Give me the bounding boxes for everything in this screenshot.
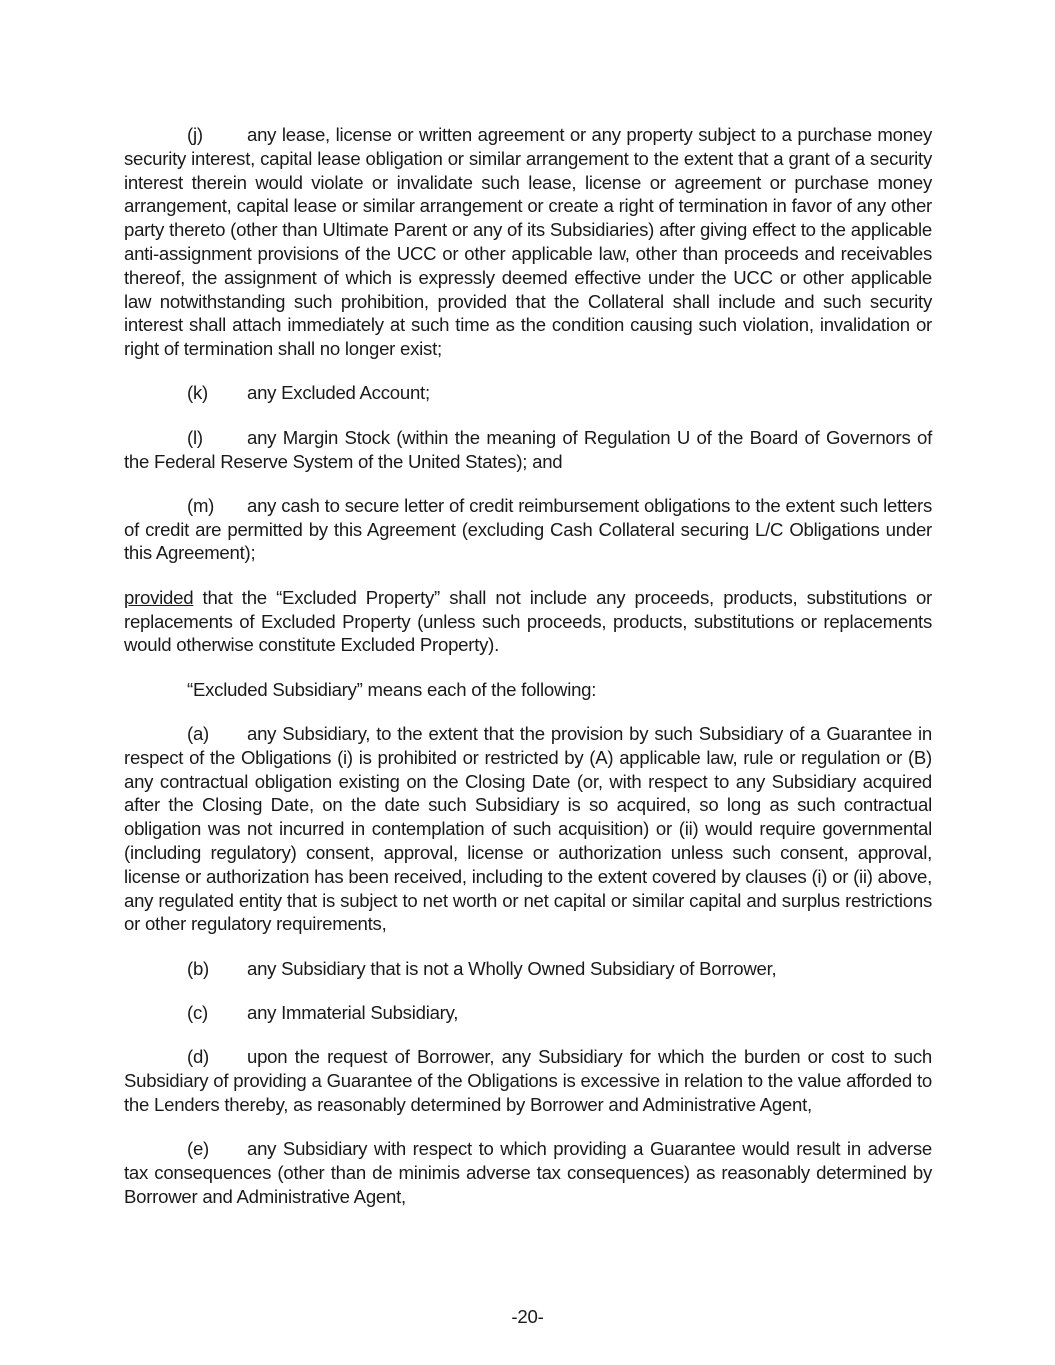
proviso-lead: provided: [124, 586, 194, 608]
clause-text: any cash to secure letter of credit reimbursement obligations to the extent such letters of credit are permitted by this Agreement (excluding Cash Collateral securing L/C Obligations under this Agreement);: [124, 494, 932, 564]
clause-text: any Excluded Account;: [247, 382, 430, 404]
clause-text: upon the request of Borrower, any Subsidiary for which the burden or cost to such Subsidiary of providing a Guarantee of the Obligations is excessive in relation to the value afforded to the Lenders thereby, as reasonably determined by Borrower and Administrative Agent,: [124, 1046, 932, 1115]
clause-d: [124, 1045, 932, 1116]
clause-text: any Subsidiary, to the extent that the provision by such Subsidiary of a Guarantee in respect of the Obligations (i) is prohibited or restricted by (A) applicable law, rule or regulation or (B) any contractual obligation existing on the Closing Date (or, with respect to any Subsidiary acquired after the Closing Date, on the date such Subsidiary is so acquired, so long as such contractual obligation was not incurred in contemplation of such acquisition) or (ii) would require governmental (including regulatory) consent, approval, license or authorization unless such consent, approval, license or authorization has been received, including to the extent covered by clauses (i) or (ii) above, any regulated entity that is subject to net worth or net capital or similar capital and surplus restrictions or other regulatory requirements,: [124, 722, 932, 935]
clause-label: (d): [187, 1046, 209, 1068]
clause-e: [124, 1137, 932, 1208]
proviso-paragraph: [124, 586, 932, 657]
clause-label: (b): [187, 957, 209, 979]
clause-b: [124, 957, 932, 981]
clause-label: (a): [187, 722, 209, 744]
clause-c: [124, 1001, 932, 1025]
clause-a: [124, 722, 932, 936]
proviso-text: that the “Excluded Property” shall not include any proceeds, products, substitutions or replacements of Excluded Property (unless such proceeds, products, substitutions or replacements would otherwise constitute Excluded Property).: [124, 586, 932, 656]
page-number: -20-: [511, 1306, 544, 1327]
clause-text: any Immaterial Subsidiary,: [247, 1001, 459, 1023]
clause-text: any Subsidiary with respect to which providing a Guarantee would result in adverse tax consequences (other than de minimis adverse tax consequences) as reasonably determined by Borrower and Administrative Agent,: [124, 1138, 932, 1207]
clause-label: (l): [187, 426, 203, 448]
clause-label: (m): [187, 494, 215, 516]
clause-label: (j): [187, 124, 203, 145]
clause-j: [124, 123, 932, 361]
clause-label: (c): [187, 1001, 208, 1023]
clause-label: (e): [187, 1138, 209, 1160]
clause-text: any lease, license or written agreement or any property subject to a purchase money security interest, capital lease obligation or similar arrangement to the extent that a grant of a security interest therein would violate or invalidate such lease, license or agreement or purchase money arrangement, capital lease or similar arrangement or create a right of termination in favor of any other party thereto (other than Ultimate Parent or any of its Subsidiaries) after giving effect to the applicable anti-assignment provisions of the UCC or other applicable law, other than proceeds and receivables thereof, the assignment of which is expressly deemed effective under the UCC or other applicable law notwithstanding such prohibition, provided that the Collateral shall include and such security interest shall attach immediately at such time as the condition causing such violation, invalidation or right of termination shall no longer exist;: [124, 124, 932, 360]
document-body: [124, 123, 932, 1229]
clause-label: (k): [187, 382, 208, 404]
clause-k: [124, 381, 932, 405]
clause-l: [124, 426, 932, 474]
clause-text: any Subsidiary that is not a Wholly Owned Subsidiary of Borrower,: [247, 957, 777, 979]
clause-text: any Margin Stock (within the meaning of Regulation U of the Board of Governors of the Federal Reserve System of the United States); and: [124, 426, 932, 472]
clause-m: [124, 494, 932, 565]
definition-heading: “Excluded Subsidiary” means each of the following:: [187, 678, 597, 700]
